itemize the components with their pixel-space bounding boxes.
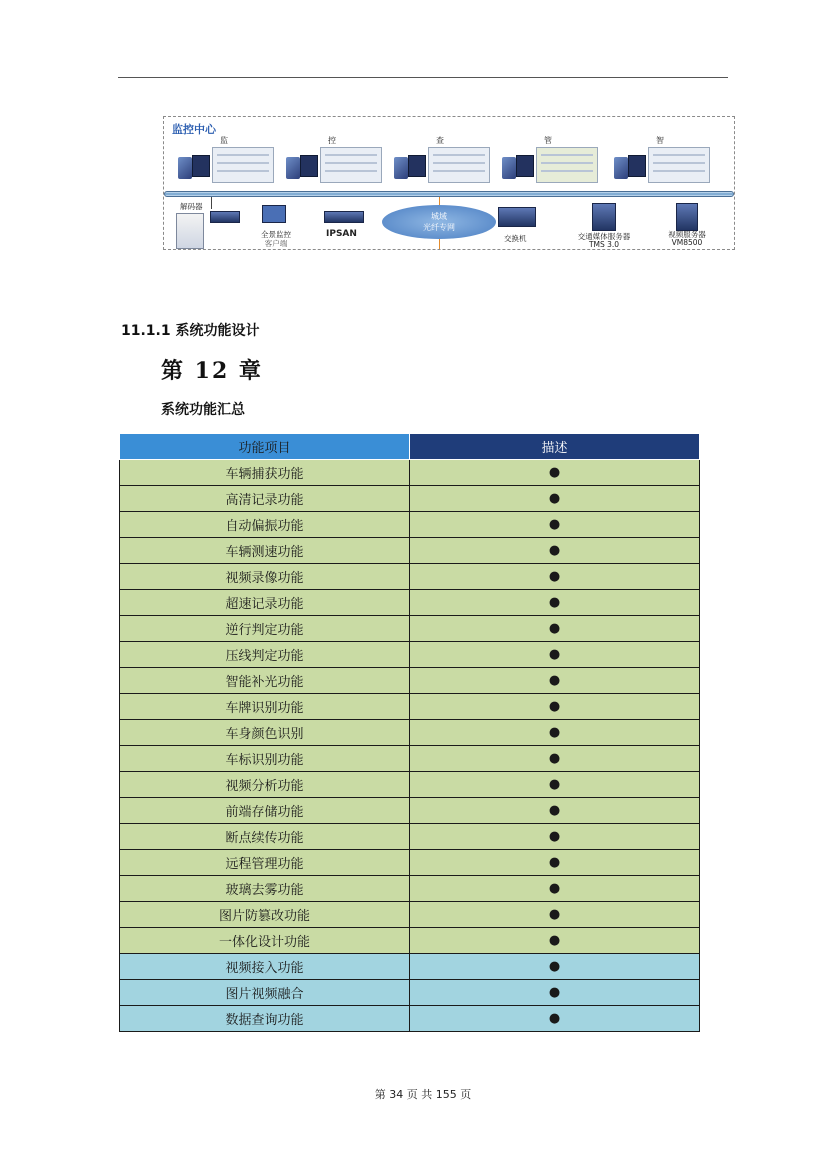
- table-row: [120, 590, 700, 616]
- description-cell: ●: [410, 902, 700, 928]
- sub-heading: 系统功能汇总: [161, 402, 245, 418]
- description-cell: ●: [410, 798, 700, 824]
- monitor-icon: [408, 155, 426, 177]
- link-line: [211, 197, 212, 209]
- function-name-cell: 远程管理功能: [120, 850, 410, 876]
- function-name-cell: 智能补光功能: [120, 668, 410, 694]
- table-row: [120, 928, 700, 954]
- function-name-cell: 前端存储功能: [120, 798, 410, 824]
- description-cell: ●: [410, 694, 700, 720]
- tms-label-1: 交通媒体服务器: [577, 232, 631, 241]
- computer-tower-icon: [286, 157, 300, 179]
- computer-tower-icon: [394, 157, 408, 179]
- workstation-intelligence: [610, 135, 710, 187]
- computer-tower-icon: [502, 157, 516, 179]
- monitor-icon: [628, 155, 646, 177]
- workstation-monitor: [174, 135, 274, 187]
- workstation-label: 智: [656, 136, 664, 145]
- function-name-cell: 图片防篡改功能: [120, 902, 410, 928]
- laptop-icon: [262, 205, 286, 223]
- description-cell: ●: [410, 512, 700, 538]
- description-cell: ●: [410, 746, 700, 772]
- network-diagram: [163, 116, 735, 250]
- header-rule: [118, 77, 728, 78]
- table-row: [120, 720, 700, 746]
- table-row: [120, 512, 700, 538]
- tms-label-2: TMS 3.0: [588, 240, 620, 249]
- function-name-cell: 车牌识别功能: [120, 694, 410, 720]
- monitor-icon: [300, 155, 318, 177]
- computer-tower-icon: [614, 157, 628, 179]
- table-header-row: [120, 434, 700, 460]
- table-row: [120, 538, 700, 564]
- table-row: [120, 642, 700, 668]
- function-name-cell: 视频分析功能: [120, 772, 410, 798]
- function-name-cell: 一体化设计功能: [120, 928, 410, 954]
- description-cell: ●: [410, 538, 700, 564]
- function-table: [119, 433, 700, 1032]
- table-row: [120, 668, 700, 694]
- function-name-cell: 自动偏振功能: [120, 512, 410, 538]
- function-name-cell: 数据查询功能: [120, 1006, 410, 1032]
- description-cell: ●: [410, 590, 700, 616]
- description-cell: ●: [410, 720, 700, 746]
- decoder-box-icon: [210, 211, 240, 223]
- function-name-cell: 车标识别功能: [120, 746, 410, 772]
- table-row: [120, 772, 700, 798]
- description-cell: ●: [410, 668, 700, 694]
- workstation-label: 管: [544, 136, 552, 145]
- screen-thumbnail: [212, 147, 274, 183]
- diagram-title: 监控中心: [172, 123, 216, 136]
- table-row: [120, 564, 700, 590]
- workstation-control: [282, 135, 382, 187]
- description-cell: ●: [410, 824, 700, 850]
- description-cell: ●: [410, 772, 700, 798]
- description-cell: ●: [410, 876, 700, 902]
- table-row: [120, 1006, 700, 1032]
- function-name-cell: 视频录像功能: [120, 564, 410, 590]
- function-name-cell: 视频接入功能: [120, 954, 410, 980]
- table-row: [120, 746, 700, 772]
- cloud-label-2: 光纤专网: [423, 223, 455, 232]
- table-row: [120, 902, 700, 928]
- description-cell: ●: [410, 486, 700, 512]
- client-label-1: 全景监控: [261, 230, 291, 239]
- function-name-cell: 图片视频融合: [120, 980, 410, 1006]
- table-row: [120, 954, 700, 980]
- section-heading: 11.1.1 系统功能设计: [121, 323, 260, 339]
- decoder-label: 解码器: [180, 202, 203, 211]
- network-bus: [164, 191, 734, 197]
- decoder-icon: [176, 213, 204, 249]
- function-name-cell: 超速记录功能: [120, 590, 410, 616]
- description-cell: ●: [410, 850, 700, 876]
- description-cell: ●: [410, 616, 700, 642]
- cloud-network-icon: [382, 205, 496, 239]
- table-row: [120, 460, 700, 486]
- table-row: [120, 850, 700, 876]
- vms-label-1: 视频服务器: [668, 230, 706, 239]
- function-name-cell: 玻璃去雾功能: [120, 876, 410, 902]
- ipsan-icon: [324, 211, 364, 223]
- tms-server-icon: [592, 203, 616, 231]
- ipsan-label: IPSAN: [326, 229, 357, 239]
- table-row: [120, 876, 700, 902]
- function-name-cell: 车辆测速功能: [120, 538, 410, 564]
- function-name-cell: 高清记录功能: [120, 486, 410, 512]
- screen-thumbnail: [428, 147, 490, 183]
- table-row: [120, 694, 700, 720]
- description-cell: ●: [410, 980, 700, 1006]
- vms-server-icon: [676, 203, 698, 231]
- function-name-cell: 车身颜色识别: [120, 720, 410, 746]
- function-name-cell: 断点续传功能: [120, 824, 410, 850]
- screen-thumbnail: [320, 147, 382, 183]
- function-name-cell: 压线判定功能: [120, 642, 410, 668]
- workstation-label: 监: [220, 136, 228, 145]
- table-row: [120, 486, 700, 512]
- monitor-icon: [192, 155, 210, 177]
- description-cell: ●: [410, 642, 700, 668]
- header-description: 描述: [410, 434, 700, 460]
- table-row: [120, 824, 700, 850]
- workstation-label: 查: [436, 136, 444, 145]
- page-footer: 第 34 页 共 155 页: [374, 1088, 472, 1101]
- description-cell: ●: [410, 928, 700, 954]
- table-row: [120, 980, 700, 1006]
- screen-thumbnail: [648, 147, 710, 183]
- computer-tower-icon: [178, 157, 192, 179]
- switch-icon: [498, 207, 536, 227]
- client-label-2: 客户端: [264, 239, 288, 248]
- workstation-query: [390, 135, 490, 187]
- description-cell: ●: [410, 564, 700, 590]
- description-cell: ●: [410, 460, 700, 486]
- function-name-cell: 车辆捕获功能: [120, 460, 410, 486]
- cloud-label-1: 城域: [431, 212, 447, 221]
- function-name-cell: 逆行判定功能: [120, 616, 410, 642]
- table-row: [120, 616, 700, 642]
- vms-label-2: VM8500: [671, 238, 703, 247]
- chapter-heading: 第 12 章: [161, 358, 263, 384]
- workstation-manage: [498, 135, 598, 187]
- header-function-item: 功能项目: [120, 434, 410, 460]
- table-row: [120, 798, 700, 824]
- description-cell: ●: [410, 954, 700, 980]
- description-cell: ●: [410, 1006, 700, 1032]
- monitor-icon: [516, 155, 534, 177]
- workstation-label: 控: [328, 136, 336, 145]
- switch-label: 交换机: [504, 234, 527, 243]
- screen-thumbnail: [536, 147, 598, 183]
